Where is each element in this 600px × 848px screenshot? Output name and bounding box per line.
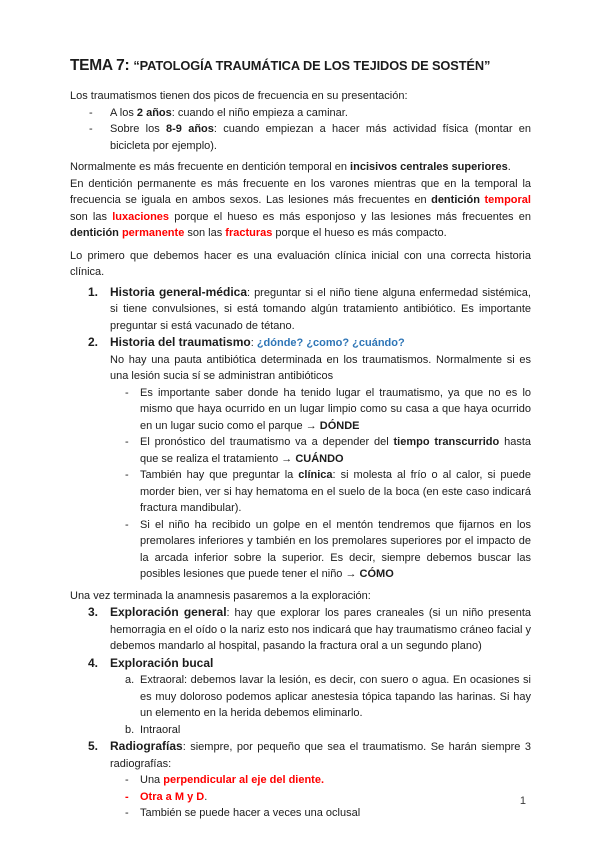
item-number: 4. — [88, 655, 99, 670]
item-content — [110, 738, 531, 822]
letter-marker: a. — [125, 674, 135, 686]
numbered-item-3 — [70, 604, 531, 655]
bullet-marker: - — [125, 807, 129, 819]
page-number: 1 — [519, 795, 526, 807]
bullet-text: Otra a M y D. — [140, 790, 208, 803]
item-content — [110, 655, 531, 739]
bullet-text: El pronóstico del traumatismo va a depender del tiempo transcurrido hasta que se realiza el tratamiento → CUÁNDO — [140, 436, 532, 465]
list-item — [110, 805, 531, 822]
bullet-marker: - — [89, 123, 93, 135]
item-text: Exploración general: hay que explorar los pares craneales (si un niño presenta hemorragia en el oído o la nariz esto nos indicará que hay traumatismo cráneo facial y debemos mandarlo al hospital, pasando la fractura oral a un segundo plano) — [110, 605, 531, 652]
bullet-text: Es importante saber donde ha tenido lugar el traumatismo, ya que no es lo mismo que haya ocurrido en un lugar limpio como su casa a que haya ocurrido en un lugar sucio como el parque → DÓNDE — [140, 386, 531, 432]
bullet-marker: - — [125, 436, 129, 448]
bullet-marker: - — [89, 106, 93, 119]
item-number: 3. — [88, 605, 99, 619]
lettered-item-b — [110, 722, 531, 739]
item-heading: Radiografías: siempre, por pequeño que sea el traumatismo. Se harán siempre 3 radiografías: — [110, 739, 531, 770]
page-title — [70, 50, 531, 75]
item-number: 5. — [88, 739, 99, 753]
item-number: 2. — [88, 335, 99, 349]
item-number: 1. — [88, 284, 99, 299]
numbered-item-5 — [70, 738, 531, 822]
list-item — [70, 121, 531, 154]
bullet-text: Sobre los 8-9 años: cuando empiezan a hacer más actividad física (montar en bicicleta por ejemplo). — [110, 123, 532, 152]
list-item — [110, 434, 531, 467]
item-body: No hay una pauta antibiótica determinada en los traumatismos. Normalmente si es una lesión sucia sí se administran antibióticos — [110, 353, 531, 382]
item-text: Historia general-médica: preguntar si el niño tiene alguna enfermedad sistémica, si tiene convulsiones, si está tomando algún tratamiento antibiótico. Es importante preguntar si está vacunado de tétano. — [110, 284, 531, 332]
list-item — [110, 789, 531, 806]
numbered-item-4 — [70, 655, 531, 739]
bullet-text: Una perpendicular al eje del diente. — [140, 774, 325, 786]
numbered-item-2 — [70, 334, 531, 588]
list-item — [70, 105, 531, 122]
dentition-paragraph-block — [70, 159, 531, 242]
bullet-text: Si el niño ha recibido un golpe en el mentón tendremos que fijarnos en los premolares inferiores y también en los premolares superiores por el impacto de la arcada inferior sobre la superior. Es decir, siempre debemos buscar las posibles lesiones que puede tener el niño → CÓMO — [140, 518, 531, 580]
intro-bullet-list — [70, 105, 531, 155]
bullet-marker: - — [125, 774, 129, 786]
lettered-item-a — [110, 672, 531, 722]
intro-paragraph: Los traumatismos tienen dos picos de frecuencia en su presentación: — [70, 90, 408, 102]
list-item — [110, 517, 531, 583]
bullet-marker: - — [125, 518, 129, 531]
title-prefix: TEMA 7: — [70, 57, 134, 74]
item-heading: Exploración bucal — [110, 655, 214, 670]
title-main: “PATOLOGÍA TRAUMÁTICA DE LOS TEJIDOS DE SOSTÉN” — [133, 58, 491, 73]
paragraph: Normalmente es más frecuente en dentición temporal en incisivos centrales superiores. — [70, 161, 511, 173]
item-heading: Historia del traumatismo: ¿dónde? ¿como? ¿cuándo? — [110, 335, 405, 349]
bullet-text: También hay que preguntar la clínica: si molesta al frío o al calor, si puede morder bien, ver si hay hematoma en el suelo de la boca (en este caso indicará fractura mandibular). — [140, 469, 531, 514]
bullet-marker: - — [125, 386, 129, 399]
item-content — [110, 334, 531, 588]
bullet-text: A los 2 años: cuando el niño empieza a caminar. — [110, 106, 348, 119]
transition-paragraph: Una vez terminada la anamnesis pasaremos a la exploración: — [70, 589, 371, 602]
sub-bullet-list — [110, 385, 531, 583]
bullet-text: También se puede hacer a veces una oclusal — [140, 807, 361, 819]
letter-marker: b. — [125, 723, 135, 736]
list-item — [110, 385, 531, 435]
letter-text: Intraoral — [140, 723, 181, 736]
paragraph: En dentición permanente es más frecuente en los varones mientras que en la temporal la frecuencia se iguala en ambos sexos. Las lesiones más frecuentes en dentición temporal son las luxaciones porque el hueso es más esponjoso y las lesiones más frecuentes en dentición permanente son las fracturas porque el hueso es más compacto. — [70, 177, 531, 239]
list-item — [110, 772, 531, 789]
bullet-marker: - — [125, 469, 129, 481]
list-item — [110, 467, 531, 517]
paragraph: Lo primero que debemos hacer es una evaluación clínica inicial con una correcta historia clínica. — [70, 249, 531, 278]
bullet-marker: - — [125, 790, 129, 803]
numbered-item-1 — [70, 284, 531, 335]
letter-text: Extraoral: debemos lavar la lesión, es decir, con suero o agua. En ocasiones si es muy doloroso podemos aplicar anestesia tópica tapando las harinas. Si hay un elemento en la herida debemos eliminarlo. — [140, 674, 531, 719]
